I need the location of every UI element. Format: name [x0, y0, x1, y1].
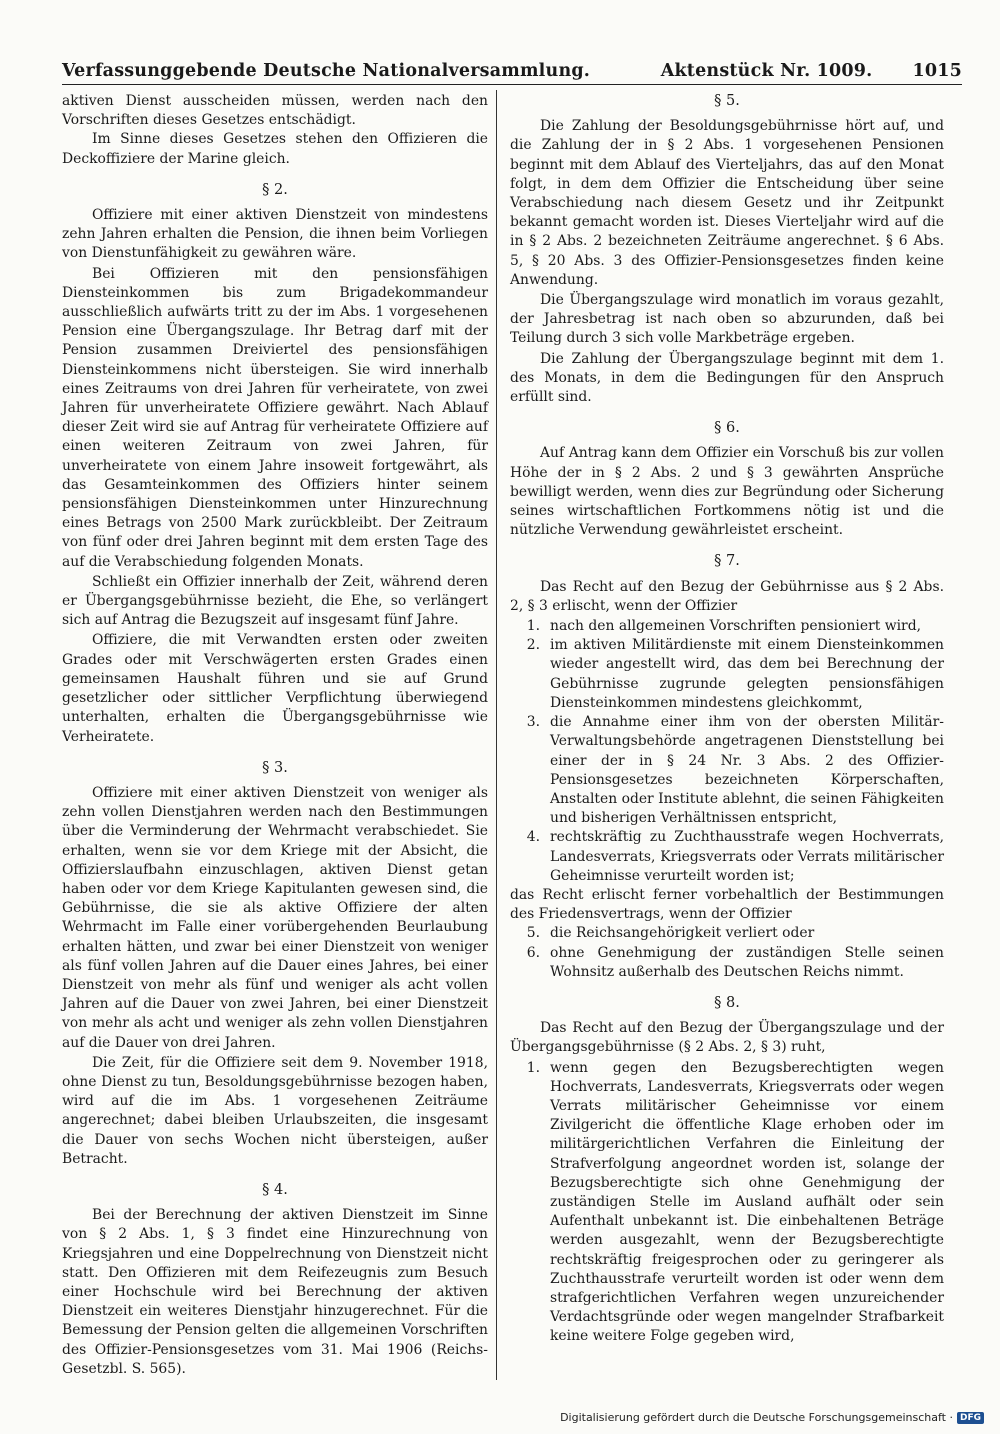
item-number: 2. — [526, 637, 540, 654]
section-heading-4: § 4. — [262, 1181, 288, 1198]
funding-note: Digitalisierung gefördert durch die Deutsche Forschungsgemeinschaft · — [560, 1411, 953, 1424]
paragraph: Auf Antrag kann dem Offizier ein Vorschuß bis zur vollen Höhe der in § 2 Abs. 2 und § 3 gewährten Ansprüche bewilligt werden, wenn dies zur Begründung oder Sicherung seines wirtschaftlichen Fortkommens nötig ist und die nützliche Verwendung gewährleistet erscheint. — [510, 445, 944, 539]
item-number: 1. — [526, 1059, 540, 1076]
numbered-list — [510, 1059, 944, 1347]
item-number: 1. — [526, 618, 540, 635]
numbered-list — [510, 617, 944, 886]
section-heading-5: § 5. — [714, 93, 740, 109]
item-number: 3. — [526, 714, 540, 731]
item-text: im aktiven Militärdienste mit einem Diensteinkommen wieder angestellt wird, das dem bei Berechnung der Gebührnisse zugrunde gelegten pensionsfähigen Diensteinkommen mindestens gleichkommt, — [550, 637, 944, 711]
item-text: wenn gegen den Bezugsberechtigten wegen Hochverrats, Landesverrats, Kriegsverrats oder wegen Verrats militärischer Geheimnisse vor einem Zivilgericht die öffentliche Klage erhoben oder im militärgerichtlichen Verfahren die Einleitung der Strafverfolgung angeordnet worden ist, solange der Bezugsberechtigte sich ohne Genehmigung der zuständigen Stelle im Ausland aufhält oder sein Aufenthalt unbekannt ist. Die einbehaltenen Beträge werden ausgezahlt, wenn der Bezugsberechtigte rechtskräftig freigesprochen oder zu geringerer als Zuchthausstrafe verurteilt worden ist oder wenn dem strafgerichtlichen Verfahren wegen unzureichender Verdachtsgründe oder wegen mangelnder Strafbarkeit keine weitere Folge gegeben wird, — [550, 1059, 944, 1345]
paragraph: Die Übergangszulage wird monatlich im voraus gezahlt, der Jahresbetrag ist nach oben so abzurunden, daß bei Teilung durch 3 sich volle Markbeträge ergeben. — [510, 292, 944, 347]
section-heading-2: § 2. — [262, 181, 288, 198]
continuation-paragraph: aktiven Dienst ausscheiden müssen, werden nach den Vorschriften dieses Gesetzes entschädigt. — [62, 93, 488, 129]
column-divider — [496, 90, 497, 1380]
paragraph: Im Sinne dieses Gesetzes stehen den Offizieren die Deckoffiziere der Marine gleich. — [62, 131, 488, 167]
paragraph: Die Zahlung der Übergangszulage beginnt mit dem 1. des Monats, in dem die Bedingungen für den Anspruch erfüllt sind. — [510, 350, 944, 406]
section-heading-3: § 3. — [262, 759, 288, 776]
paragraph: Bei der Berechnung der aktiven Dienstzeit im Sinne von § 2 Abs. 1, § 3 findet eine Hinzurechnung von Kriegsjahren und eine Doppelrechnung von Dienstzeit nicht statt. Den Offizieren mit dem Reifezeugnis zum Besuch einer Hochschule wird bei Berechnung der aktiven Dienstzeit ein weiteres Dienstjahr hinzugerechnet. Für die Bemessung der Pension gelten die allgemeinen Vorschriften des Offizier-Pensionsgesetzes vom 31. Mai 1906 (Reichs-Gesetzbl. S. 565). — [62, 1207, 488, 1377]
paragraph: Das Recht auf den Bezug der Gebührnisse aus § 2 Abs. 2, § 3 erlischt, wenn der Offizier — [510, 578, 944, 614]
list-item — [510, 924, 944, 943]
left-column — [62, 92, 488, 1380]
section-heading-6: § 6. — [714, 420, 740, 437]
paragraph: das Recht erlischt ferner vorbehaltlich der Bestimmungen des Friedensvertrags, wenn der Offizier — [510, 886, 944, 923]
item-text: nach den allgemeinen Vorschriften pensioniert wird, — [550, 618, 922, 635]
section-heading-8: § 8. — [714, 994, 740, 1011]
section-heading-7: § 7. — [714, 553, 740, 570]
list-item — [510, 636, 944, 713]
dfg-logo-icon: DFG — [957, 1412, 984, 1424]
paragraph: Offiziere, die mit Verwandten ersten oder zweiten Grades oder mit Verschwägerten ersten Grades einen gemeinsamen Haushalt führen und sie auf Grund gesetzlicher oder sittlicher Verpflichtung überwiegend unterhalten, erhalten die Übergangsgebührnisse wie Verheiratete. — [62, 632, 488, 745]
paragraph: Die Zahlung der Besoldungsgebührnisse hört auf, und die Zahlung der in § 2 Abs. 1 vorgesehenen Pensionen beginnt mit dem Ablauf des Vierteljahrs, das auf den Monat folgt, in dem dem Offizier die Entscheidung über seine Verabschiedung nach diesem Gesetz und ihr Zeitpunkt bekannt gemacht worden ist. Dieses Vierteljahr wird auf die in § 2 Abs. 2 bezeichneten Zeiträume angerechnet. § 6 Abs. 5, § 20 Abs. 3 des Offizier-Pensionsgesetzes finden keine Anwendung. — [510, 118, 944, 288]
list-item — [510, 1059, 944, 1347]
right-column — [510, 92, 944, 1347]
paragraph: Offiziere mit einer aktiven Dienstzeit von mindestens zehn Jahren erhalten die Pension, die ihnen beim Vorliegen von Dienstunfähigkeit zu gewähren wäre. — [62, 207, 488, 262]
list-item — [510, 617, 944, 636]
paragraph: Bei Offizieren mit den pensionsfähigen Diensteinkommen bis zum Brigadekommandeur ausschließlich aufwärts tritt zu der im Abs. 1 vorgesehenen Pension eine Übergangszulage. Ihr Betrag darf mit der Pension zusammen Dreiviertel des pensionsfähigen Diensteinkommens nicht übersteigen. Sie wird innerhalb eines Zeitraums von drei Jahren für verheiratete, von zwei Jahren für unverheiratete Offiziere gewährt. Nach Ablauf dieser Zeit wird sie auf Antrag für verheiratete Offiziere auf einen weiteren Zeitraum von zwei Jahren, für unverheiratete von einem Jahre insoweit fortgewährt, als das Gesamteinkommen des Offiziers hinter seinem pensionsfähigen Diensteinkommen unter Hinzurechnung eines Betrags von 2500 Mark zurückbleibt. Der Zeitraum von fünf oder drei Jahren beginnt mit dem ersten Tage des auf die Verabschiedung folgenden Monats. — [62, 265, 488, 570]
numbered-list — [510, 924, 944, 982]
footer — [560, 1411, 984, 1424]
page-number: 1015 — [912, 61, 962, 81]
item-text: ohne Genehmigung der zuständigen Stelle seinen Wohnsitz außerhalb des Deutschen Reichs nimmt. — [550, 944, 944, 980]
paragraph: Die Zeit, für die Offiziere seit dem 9. November 1918, ohne Dienst zu tun, Besoldungsgebührnisse bezogen haben, wird auf die im Abs. 1 vorgesehenen Zeiträume angerechnet; dabei bleiben Urlaubszeiten, die insgesamt die Dauer von sechs Wochen nicht übersteigen, außer Betracht. — [62, 1054, 488, 1167]
document-number: Aktenstück Nr. 1009. — [660, 61, 873, 81]
paragraph: Schließt ein Offizier innerhalb der Zeit, während deren er Übergangsgebührnisse bezieht, die Ehe, so verlängert sich auf Antrag die Bezugszeit auf insgesamt fünf Jahre. — [62, 573, 488, 629]
item-number: 6. — [526, 944, 540, 961]
item-number: 5. — [526, 925, 540, 942]
item-text: die Annahme einer ihm von der obersten Militär-Verwaltungsbehörde angetragenen Dienststellung bei einer der in § 24 Nr. 3 Abs. 2 des Offizier-Pensionsgesetzes bezeichneten Körperschaften, Anstalten oder Institute ablehnt, die seinen Fähigkeiten und bisherigen Verhältnissen entspricht, — [550, 714, 944, 827]
list-item — [510, 713, 944, 828]
item-number: 4. — [526, 829, 540, 846]
paragraph: Das Recht auf den Bezug der Übergangszulage und der Übergangsgebührnisse (§ 2 Abs. 2, § 3) ruht, — [510, 1020, 944, 1056]
publication-title: Verfassunggebende Deutsche Nationalversammlung. — [62, 61, 591, 81]
paragraph: Offiziere mit einer aktiven Dienstzeit von weniger als zehn vollen Dienstjahren werden nach den Bestimmungen über die Verminderung der Wehrmacht verabschiedet. Sie erhalten, wenn sie vor dem Kriege mit der Absicht, die Offizierslaufbahn einzuschlagen, aktiven Dienst getan haben oder vor dem Kriege Kapitulanten gewesen sind, die Gebührnisse, die sie als aktive Offiziere der alten Wehrmacht im Falle einer vorübergehenden Beurlaubung erhalten hätten, und zwar bei einer Dienstzeit von weniger als fünf vollen Jahren auf die Dauer eines Jahres, bei einer Dienstzeit von mehr als fünf und weniger als acht vollen Jahren auf die Dauer von zwei Jahren, bei einer Dienstzeit von mehr als acht und weniger als zehn vollen Dienstjahren auf die Dauer von drei Jahren. — [62, 784, 488, 1051]
list-item — [510, 828, 944, 886]
item-text: rechtskräftig zu Zuchthausstrafe wegen Hochverrats, Landesverrats, Kriegsverrats oder Verrats militärischer Geheimnisse verurteilt worden ist; — [550, 829, 944, 884]
page-header — [62, 58, 962, 85]
item-text: die Reichsangehörigkeit verliert oder — [550, 925, 815, 942]
list-item — [510, 944, 944, 982]
